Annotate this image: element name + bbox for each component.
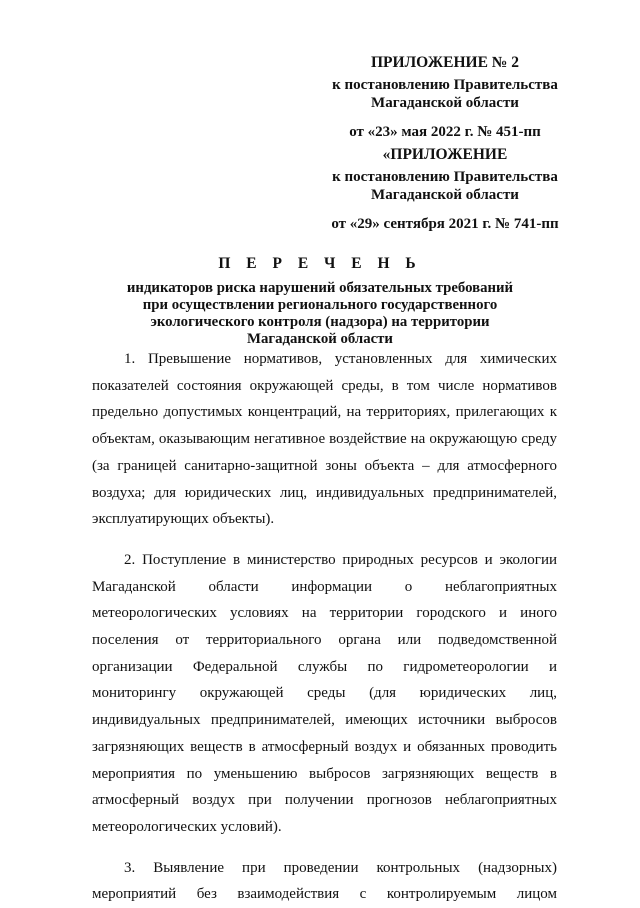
appendix-line: Магаданской области — [371, 95, 519, 111]
document-title-block — [110, 254, 530, 348]
document-subtitle-line: индикаторов риска нарушений обязательных требований — [126, 280, 514, 296]
document-title: П Е Р Е Ч Е Н Ь — [218, 255, 422, 272]
appendix-header-previous — [290, 146, 600, 233]
document-body — [92, 346, 557, 908]
appendix-line: к постановлению Правительства — [332, 169, 558, 185]
appendix-date: от «23» мая 2022 г. № 451-пп — [349, 124, 541, 140]
list-item-1: 1. Превышение нормативов, установленных для химических показателей состояния окружающей среды, в том числе нормативов предельно допустимых концентраций, на территориях, прилегающих к объектам, оказывающим негативное воздействие на окружающую среду (за границей санитарно-защитной зоны объекта – для атмосферного воздуха; для юридических лиц, индивидуальных предпринимателей, эксплуатирующих объекты). — [92, 351, 557, 528]
appendix-title: «ПРИЛОЖЕНИЕ — [382, 146, 508, 163]
document-subtitle-line: при осуществлении регионального государственного — [142, 297, 498, 313]
document-subtitle-line: экологического контроля (надзора) на территории — [150, 314, 490, 330]
appendix-title: ПРИЛОЖЕНИЕ № 2 — [371, 54, 519, 71]
appendix-date: от «29» сентября 2021 г. № 741-пп — [331, 216, 559, 232]
appendix-line: Магаданской области — [371, 187, 519, 203]
list-item-3: 3. Выявление при проведении контрольных (надзорных) мероприятий без взаимодействия с контролируемым лицом — [92, 859, 557, 903]
list-item-2: 2. Поступление в министерство природных ресурсов и экологии Магаданской области информации о неблагоприятных метеорологических условиях на территории городского и иного поселения от территориального органа или подведомственной организации Федеральной службы по гидрометеорологии и мониторингу окружающей среды (для юридических лиц, индивидуальных предпринимателей, имеющих источники выбросов загрязняющих веществ в атмосферный воздух и обязанных проводить мероприятия по уменьшению выбросов загрязняющих веществ в атмосферный воздух при получении прогнозов неблагоприятных метеорологических условий). — [92, 551, 557, 835]
appendix-line: к постановлению Правительства — [332, 77, 558, 93]
document-subtitle-line: Магаданской области — [247, 331, 393, 347]
appendix-header-current — [290, 54, 600, 141]
